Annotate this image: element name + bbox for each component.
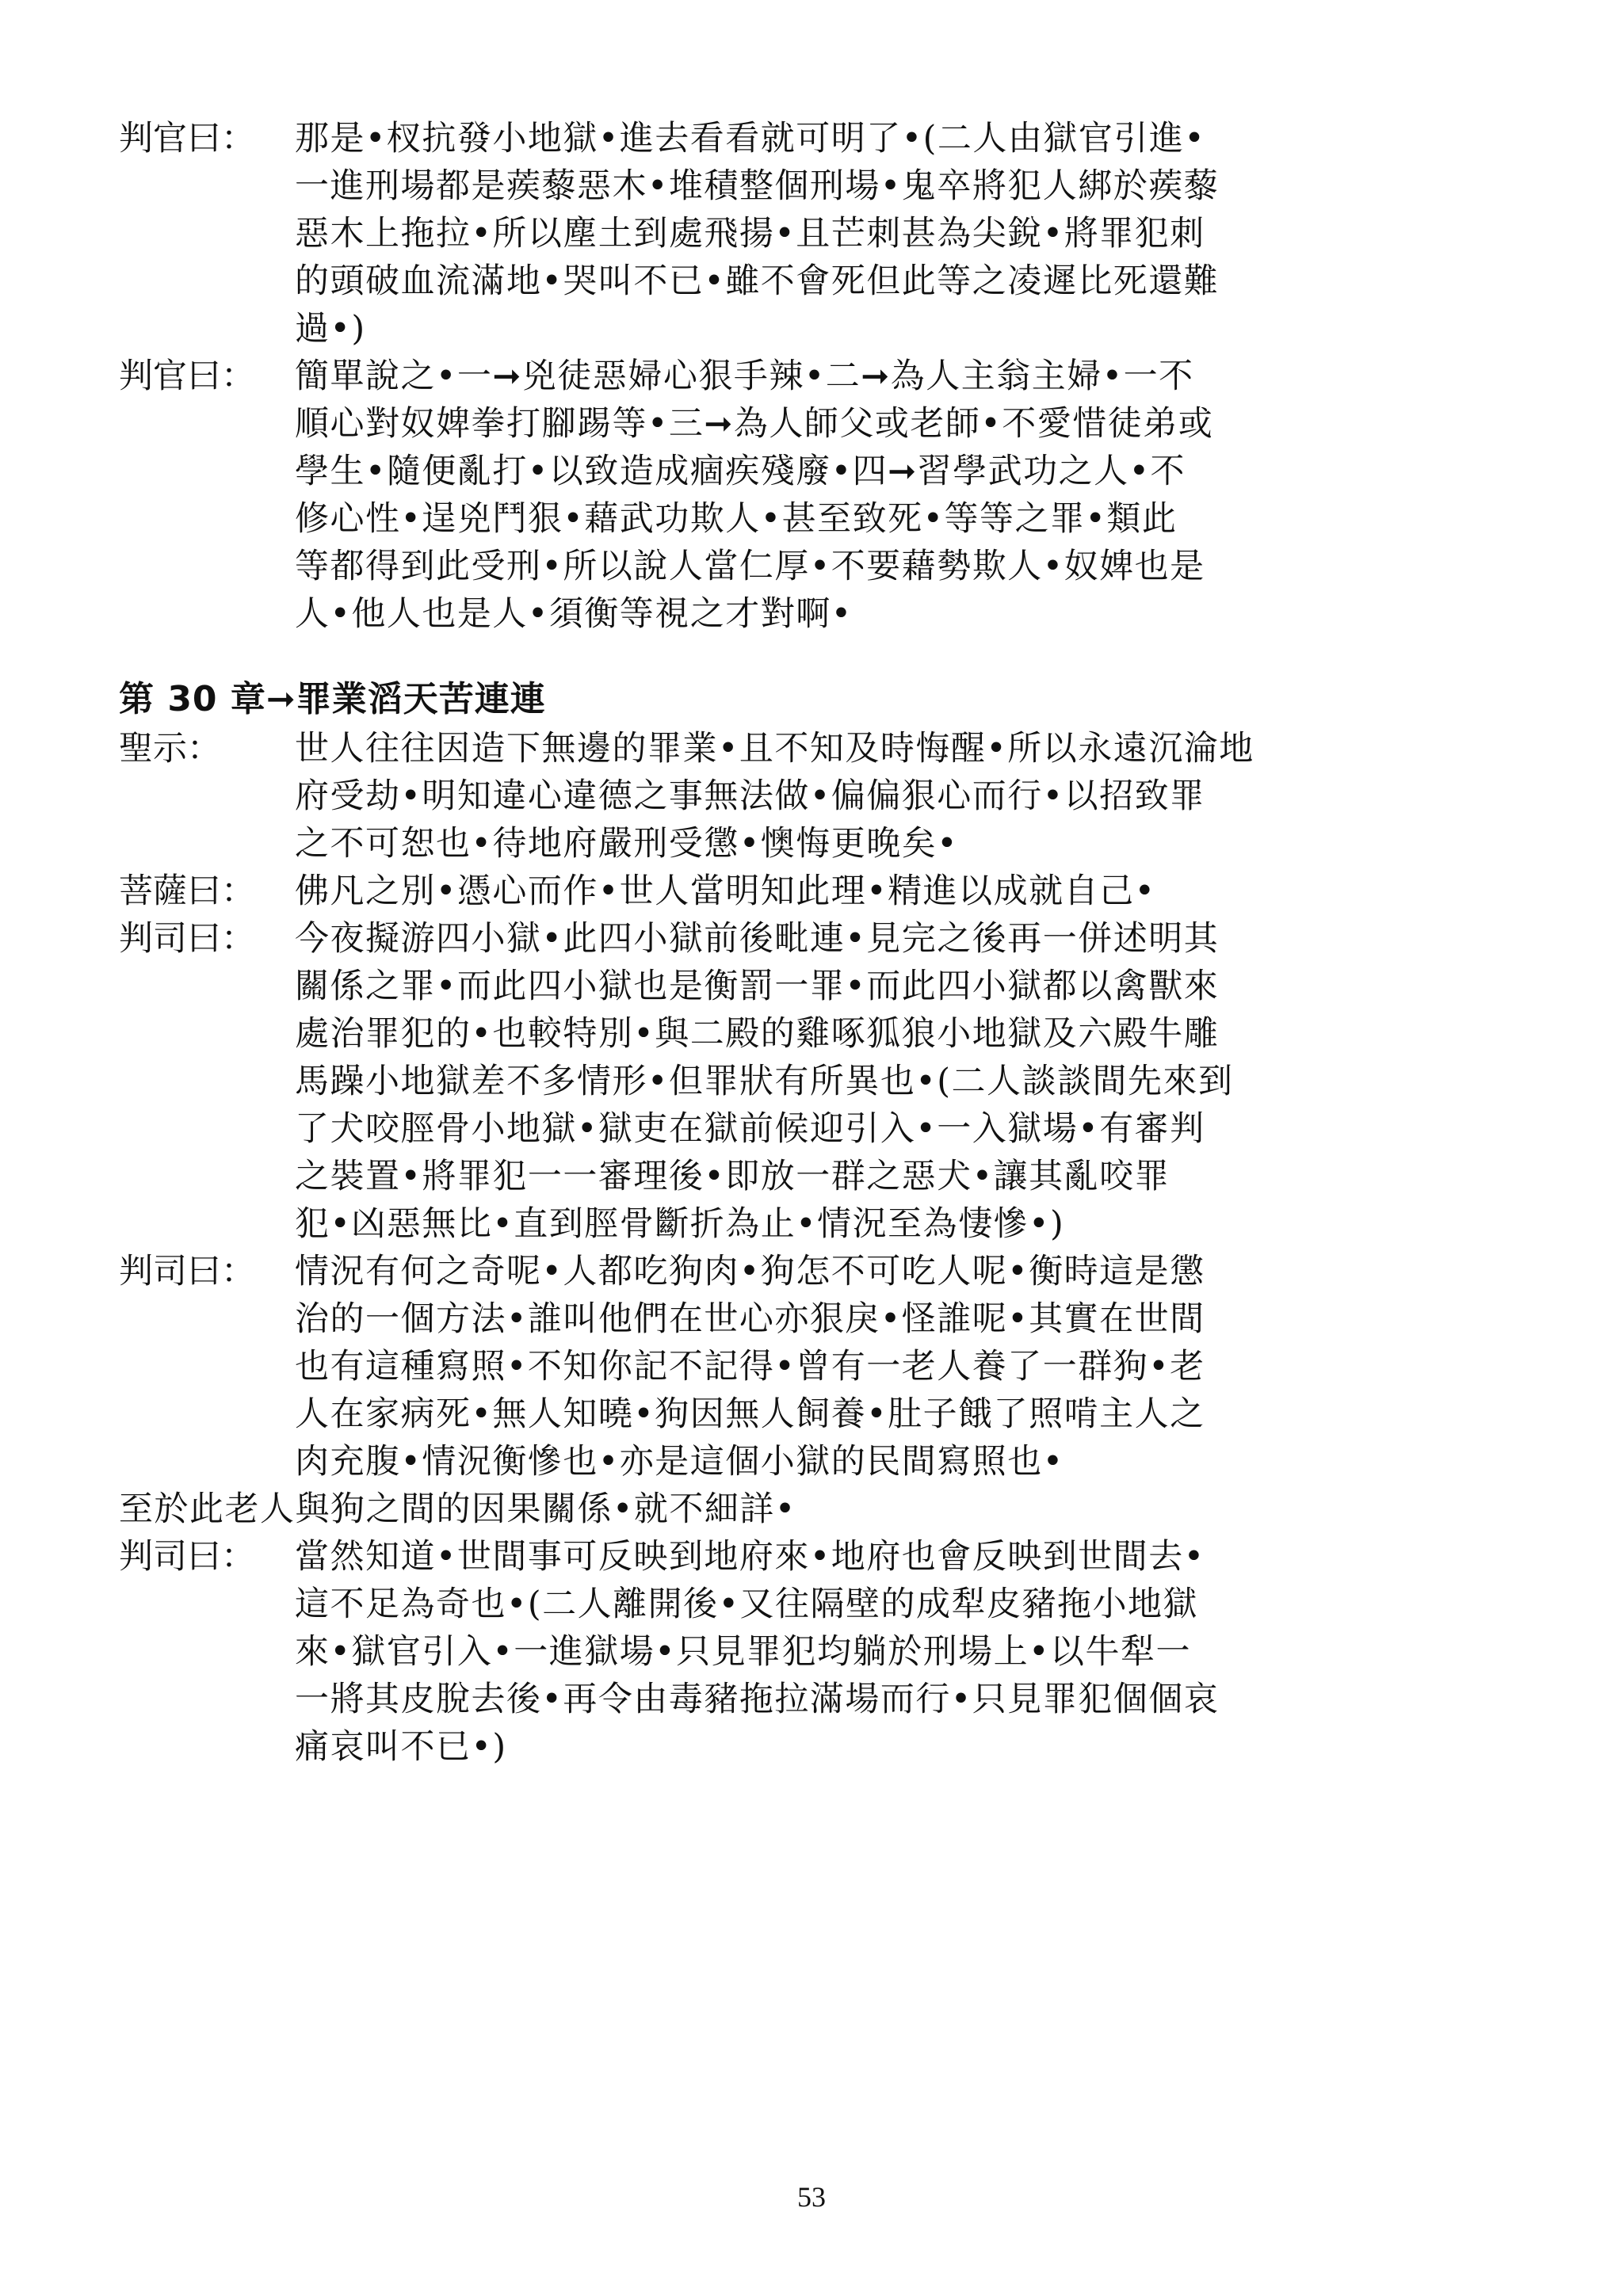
text-line: 了犬咬脛骨小地獄•獄吏在獄前候迎引入•一入獄場•有審判 bbox=[295, 1109, 1205, 1149]
text-line: 惡木上拖拉•所以塵土到處飛揚•且芒刺甚為尖銳•將罪犯刺 bbox=[295, 214, 1205, 254]
speaker-label: 判司曰： bbox=[119, 1537, 255, 1577]
speaker-label: 判司曰： bbox=[119, 919, 255, 959]
dialogue-paragraph bbox=[119, 115, 1529, 353]
dialogue-text bbox=[295, 1533, 1529, 1771]
dialogue-text bbox=[295, 115, 1529, 353]
text-line: 人•他人也是人•須衡等視之才對啊• bbox=[295, 594, 853, 634]
page-number: 53 bbox=[797, 2181, 826, 2213]
speaker-label: 菩薩曰： bbox=[119, 871, 255, 911]
text-line: 犯•凶惡無比•直到脛骨斷折為止•情況至為悽慘•) bbox=[295, 1204, 1065, 1244]
text-line: 學生•隨便亂打•以致造成痼疾殘廢•四➞習學武功之人•不 bbox=[295, 452, 1186, 491]
text-line: 人在家病死•無人知曉•狗因無人飼養•肚子餓了照啃主人之 bbox=[295, 1394, 1205, 1434]
dialogue-paragraph bbox=[119, 353, 1529, 638]
text-line: 痛哀叫不已•) bbox=[295, 1727, 507, 1767]
narration-text: 至於此老人與狗之間的因果關係•就不細詳• bbox=[119, 1489, 796, 1529]
speaker-label: 判官曰： bbox=[119, 119, 255, 158]
text-line: 處治罪犯的•也較特別•與二殿的雞啄狐狼小地獄及六殿牛雕 bbox=[295, 1014, 1220, 1054]
text-line: 這不足為奇也•(二人離開後•又往隔壁的成犁皮豬拖小地獄 bbox=[295, 1585, 1199, 1624]
dialogue-text bbox=[295, 353, 1529, 638]
text-line: 順心對奴婢拳打腳踢等•三➞為人師父或老師•不愛惜徒弟或 bbox=[295, 404, 1214, 444]
text-line: 簡單說之•一➞兇徒惡婦心狠手辣•二➞為人主翁主婦•一不 bbox=[295, 357, 1194, 396]
text-line: 當然知道•世間事可反映到地府來•地府也會反映到世間去• bbox=[295, 1537, 1205, 1577]
text-line: 馬躁小地獄差不多情形•但罪狀有所異也•(二人談談間先來到 bbox=[295, 1062, 1234, 1101]
dialogue-paragraph bbox=[119, 1248, 1529, 1486]
text-line: 之裝置•將罪犯一一審理後•即放一群之惡犬•讓其亂咬罪 bbox=[295, 1157, 1170, 1196]
dialogue-text bbox=[295, 868, 1529, 915]
dialogue-text bbox=[295, 725, 1529, 868]
text-line: 過•) bbox=[295, 309, 366, 349]
chapter-heading: 第 30 章➞罪業滔天苦連連 bbox=[119, 679, 546, 719]
dialogue-paragraph bbox=[119, 868, 1529, 915]
text-line: 佛凡之別•憑心而作•世人當明知此理•精進以成就自己• bbox=[295, 871, 1156, 911]
text-line: 肉充腹•情況衡慘也•亦是這個小獄的民間寫照也• bbox=[295, 1442, 1064, 1482]
dialogue-text bbox=[295, 1248, 1529, 1486]
text-line: 一將其皮脫去後•再令由毒豬拖拉滿場而行•只見罪犯個個哀 bbox=[295, 1680, 1220, 1719]
text-line: 一進刑場都是蒺藜惡木•堆積整個刑場•鬼卒將犯人綁於蒺藜 bbox=[295, 166, 1220, 206]
text-line: 也有這種寫照•不知你記不記得•曾有一老人養了一群狗•老 bbox=[295, 1347, 1205, 1386]
text-line: 來•獄官引入•一進獄場•只見罪犯均躺於刑場上•以牛犁一 bbox=[295, 1632, 1191, 1672]
text-line: 關係之罪•而此四小獄也是衡罰一罪•而此四小獄都以禽獸來 bbox=[295, 967, 1220, 1006]
dialogue-paragraph bbox=[119, 1533, 1529, 1771]
text-line: 之不可恕也•待地府嚴刑受懲•懊悔更晚矣• bbox=[295, 824, 959, 864]
dialogue-paragraph bbox=[119, 725, 1529, 868]
text-line: 情況有何之奇呢•人都吃狗肉•狗怎不可吃人呢•衡時這是懲 bbox=[295, 1252, 1205, 1291]
dialogue-paragraph bbox=[119, 915, 1529, 1248]
text-line: 等都得到此受刑•所以說人當仁厚•不要藉勢欺人•奴婢也是 bbox=[295, 547, 1205, 586]
speaker-label: 聖示： bbox=[119, 729, 221, 769]
text-line: 那是•杈抗發小地獄•進去看看就可明了•(二人由獄官引進• bbox=[295, 119, 1206, 158]
speaker-label: 判司曰： bbox=[119, 1252, 255, 1291]
speaker-label: 判官曰： bbox=[119, 357, 255, 396]
text-line: 府受劫•明知違心違德之事無法做•偏偏狠心而行•以招致罪 bbox=[295, 776, 1205, 816]
text-line: 治的一個方法•誰叫他們在世心亦狠戾•怪誰呢•其實在世間 bbox=[295, 1299, 1205, 1339]
text-line: 修心性•逞兇鬥狠•藉武功欺人•甚至致死•等等之罪•類此 bbox=[295, 499, 1178, 539]
page-content bbox=[119, 115, 1529, 1771]
text-line: 今夜擬游四小獄•此四小獄前後毗連•見完之後再一併述明其 bbox=[295, 919, 1220, 959]
text-line: 的頭破血流滿地•哭叫不已•雖不會死但此等之凌遲比死還難 bbox=[295, 261, 1220, 301]
text-line: 世人往往因造下無邊的罪業•且不知及時悔醒•所以永遠沉淪地 bbox=[295, 729, 1254, 769]
dialogue-text bbox=[295, 915, 1529, 1248]
